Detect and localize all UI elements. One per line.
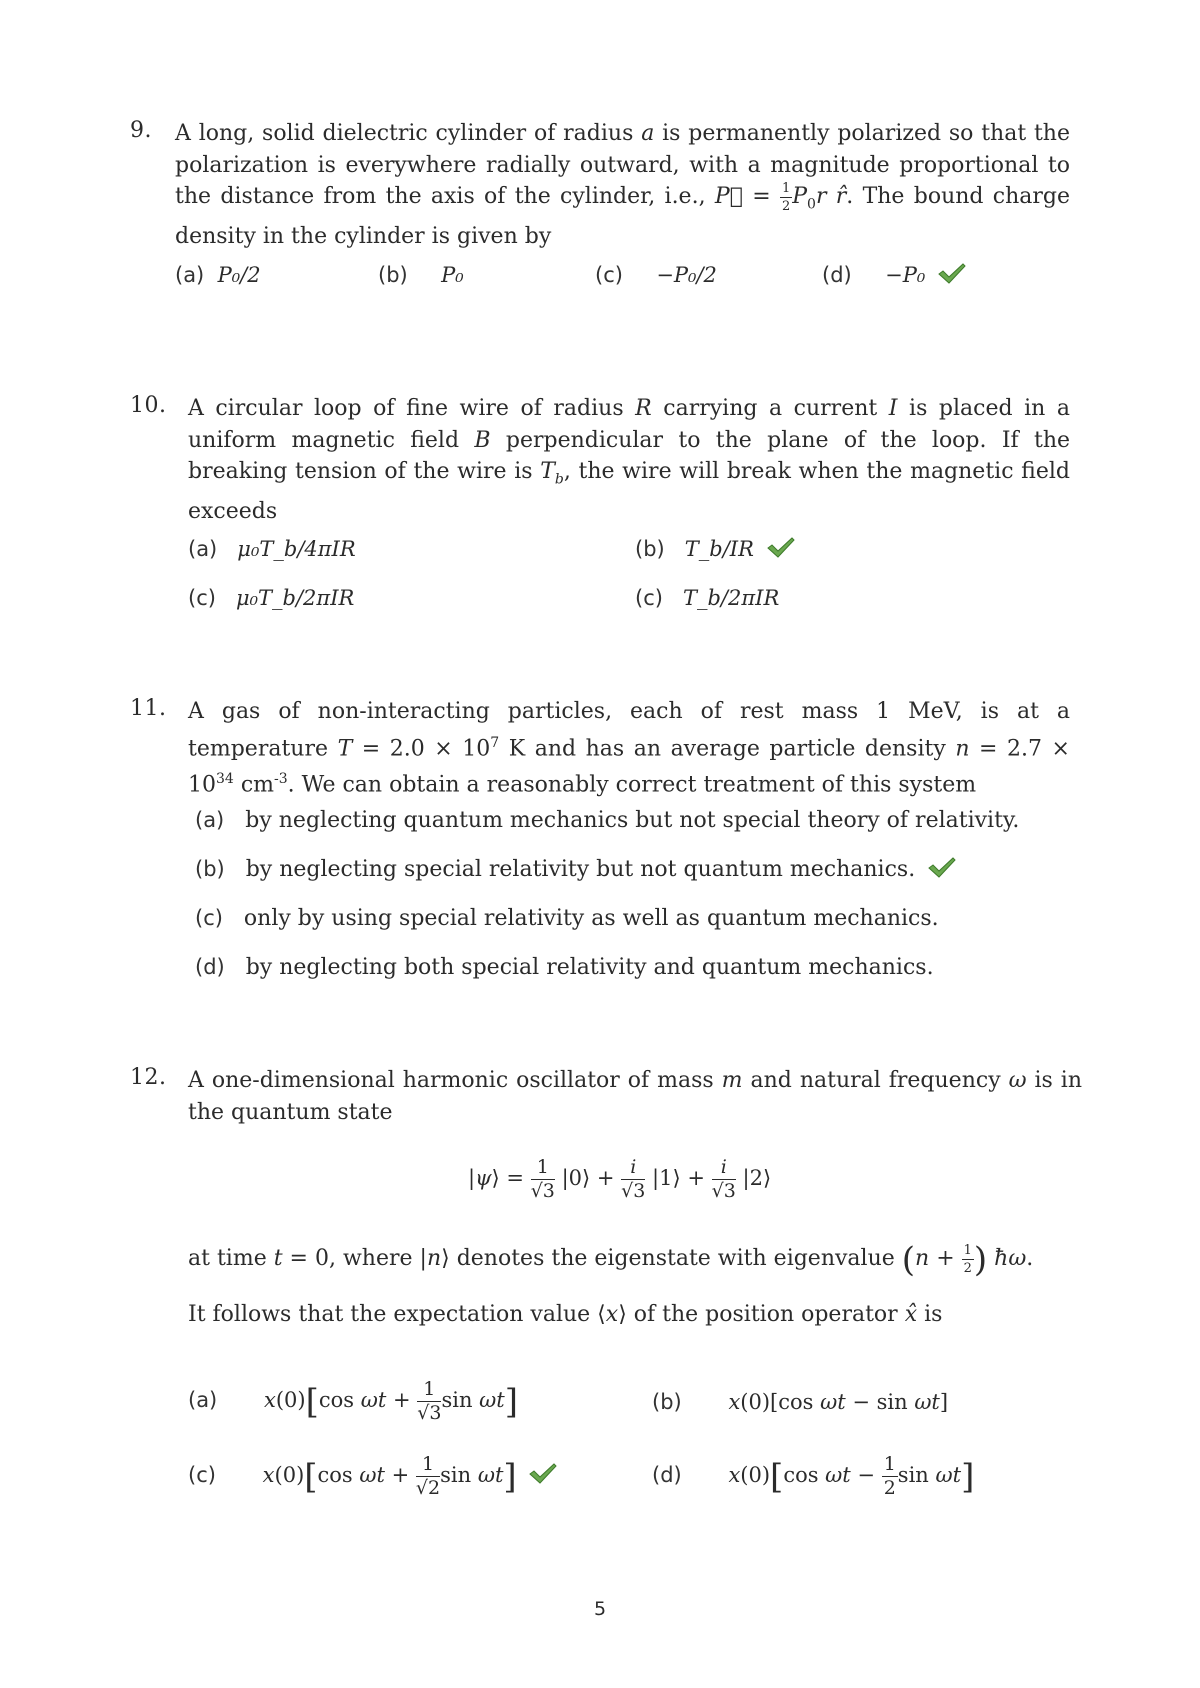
option-c[interactable]: (c) x(0)[cos ωt + $\frac{1}{√2}$ sin ωt] (188, 1455, 557, 1498)
option-d[interactable]: (d) by neglecting both special relativity and quantum mechanics. (195, 955, 934, 980)
option-b[interactable]: (b) x(0)[cos ωt − sin ωt] (652, 1390, 949, 1414)
question-text-continued: It follows that the expectation value ⟨x⟩ of the position operator x̂ is (188, 1302, 943, 1327)
question-text-continued: at time t = 0, where |n⟩ denotes the eigenstate with eigenvalue (n + $\frac{1}{2}$ ) ħω. (188, 1240, 1034, 1280)
option-a[interactable]: (a) x(0)[cos ωt + $\frac{1}{√3}$ sin ωt] (188, 1378, 518, 1424)
option-d[interactable]: (d) −P₀ (822, 263, 966, 287)
question-text: A gas of non-interacting particles, each of rest mass 1 MeV, is at a temperature $T = 2.0 \times 10^7$ K and has an average particle density $n = 2.7 \times 10^{34}$ $cm^{-3}$. We can obtain a reasonably correct treatment of this system (188, 699, 1070, 798)
question-number: 12. (130, 1065, 167, 1090)
check-mark-icon (529, 1463, 557, 1485)
option-c[interactable]: (c) −P₀/2 (595, 263, 717, 287)
option-a[interactable]: (a) P₀/2 (175, 263, 261, 287)
page-number: 5 (593, 1598, 607, 1620)
option-c[interactable]: (c) only by using special relativity as well as quantum mechanics. (195, 906, 939, 931)
question-number: 9. (130, 118, 152, 143)
check-mark-icon (938, 263, 966, 285)
option-d[interactable]: (d) x(0)[cos ωt − $\frac{1}{2}$ sin ωt] (652, 1453, 975, 1499)
question-text: A one-dimensional harmonic oscillator of mass m and natural frequency ω is in the quantum state (188, 1068, 1083, 1125)
option-c[interactable]: (c) μ₀T_b/2πIR (188, 586, 355, 610)
check-mark-icon (767, 537, 795, 559)
option-b[interactable]: (b) by neglecting special relativity but not quantum mechanics. (195, 857, 956, 882)
option-a[interactable]: (a) by neglecting quantum mechanics but not special theory of relativity. (195, 808, 1020, 833)
question-number: 10. (130, 393, 167, 418)
option-c-second[interactable]: (c) T_b/2πIR (635, 586, 780, 610)
question-number: 11. (130, 696, 167, 721)
option-b[interactable]: (b) P₀ (378, 263, 464, 287)
question-text: A long, solid dielectric cylinder of radius a is permanently polarized so that the polarization is everywhere radially outward, with a magnitude proportional to the distance from the axis of the cylinder, i.e., P⃗ = $\frac{1}{2}$ $P_0r$ r̂. The bound charge density in the cylinder is given by (175, 121, 1071, 249)
check-mark-icon (928, 857, 956, 879)
question-text: A circular loop of fine wire of radius R carrying a current I is placed in a uniform magnetic field B perpendicular to the plane of the loop. If the breaking tension of the wire is $T_b$, the wire will break when the magnetic field exceeds (188, 396, 1071, 524)
option-b[interactable]: (b) T_b/IR (635, 537, 795, 561)
state-equation: |ψ⟩ = $\frac{1}{√3}$ |0⟩ + $\frac{i}{√3}$ |1⟩ + $\frac{i}{√3}$ |2⟩ (468, 1156, 772, 1202)
option-a[interactable]: (a) μ₀T_b/4πIR (188, 537, 356, 561)
